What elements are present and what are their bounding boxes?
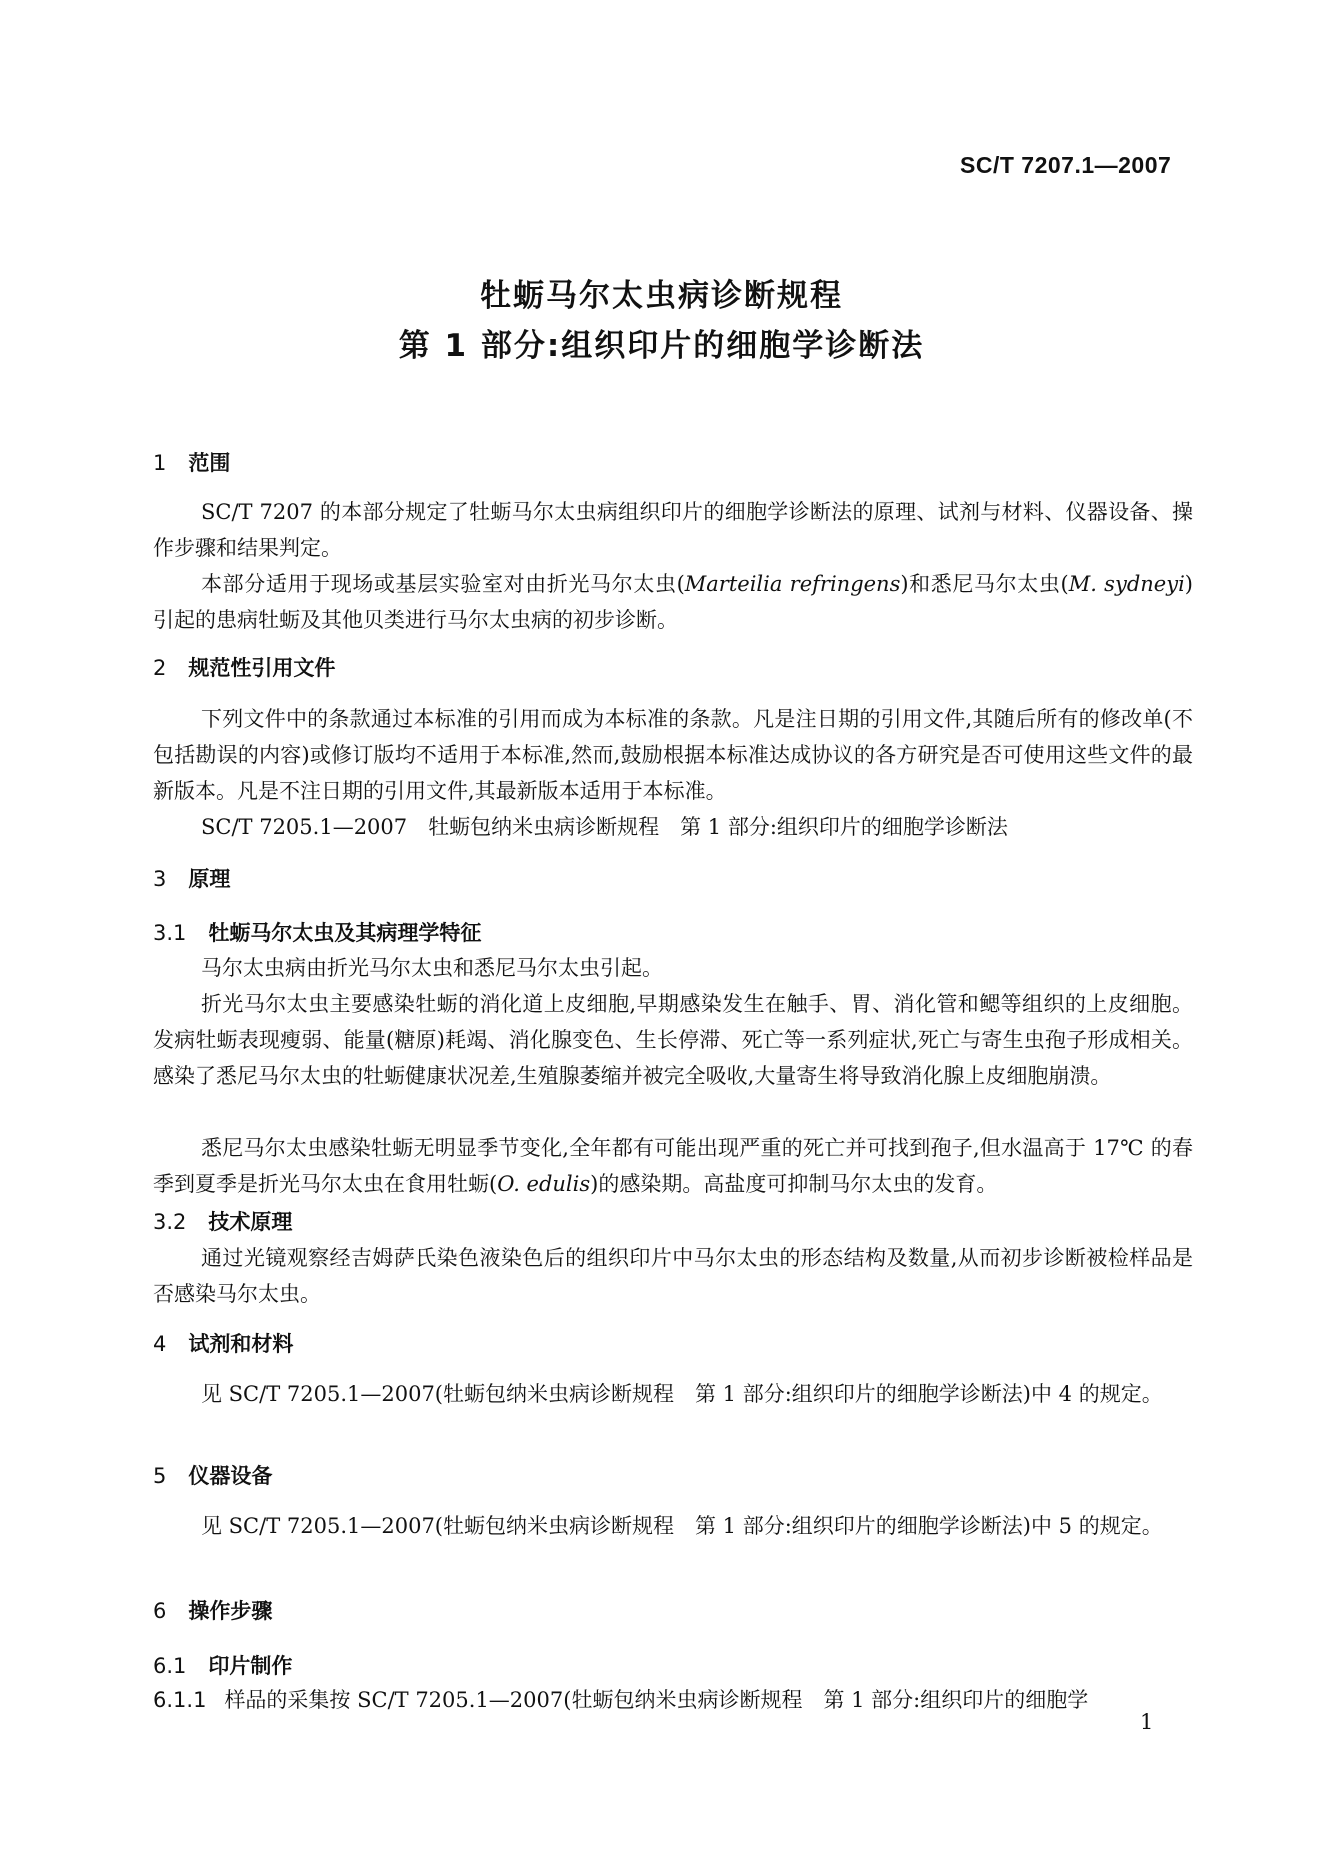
- subsection-3-1-paragraph-3: [153, 1130, 1193, 1202]
- section-title: 试剂和材料: [188, 1332, 294, 1356]
- section-number: 2: [153, 656, 167, 680]
- section-1-paragraph-1: SC/T 7207 的本部分规定了牡蛎马尔太虫病组织印片的细胞学诊断法的原理、试剂与材料、仪器设备、操作步骤和结果判定。: [153, 500, 1193, 560]
- section-title: 牡蛎马尔太虫及其病理学特征: [208, 921, 482, 945]
- section-6-heading: [153, 1595, 272, 1625]
- section-text: 样品的采集按 SC/T 7205.1—2007(牡蛎包纳米虫病诊断规程 第 1 部分:组织印片的细胞学: [224, 1688, 1089, 1712]
- text-run: )和悉尼马尔太虫(: [900, 572, 1069, 596]
- section-title: 范围: [188, 451, 231, 475]
- normative-reference: SC/T 7205.1—2007 牡蛎包纳米虫病诊断规程 第 1 部分:组织印片的细胞学诊断法: [201, 815, 1008, 839]
- section-title: 仪器设备: [188, 1464, 273, 1488]
- species-name: Marteilia refringens: [684, 572, 901, 596]
- section-title: 规范性引用文件: [188, 656, 336, 680]
- page-number: 1: [1140, 1710, 1154, 1734]
- subsection-3-1-paragraph-2: 折光马尔太虫主要感染牡蛎的消化道上皮细胞,早期感染发生在触手、胃、消化管和鳃等组织的上皮细胞。发病牡蛎表现瘦弱、能量(糖原)耗竭、消化腺变色、生长停滞、死亡等一系列症状,死亡与寄生虫孢子形成相关。感染了悉尼马尔太虫的牡蛎健康状况差,生殖腺萎缩并被完全吸收,大量寄生将导致消化腺上皮细胞崩溃。: [153, 992, 1193, 1088]
- section-number: 1: [153, 451, 167, 475]
- section-title: 技术原理: [208, 1210, 293, 1234]
- section-4-heading: [153, 1328, 293, 1358]
- subsection-6-1-1: [153, 1682, 1088, 1718]
- standard-code: SC/T 7207.1—2007: [960, 152, 1172, 178]
- species-name: O. edulis: [497, 1172, 591, 1196]
- section-number: 4: [153, 1332, 167, 1356]
- section-number: 6: [153, 1599, 167, 1623]
- section-2-heading: [153, 652, 335, 682]
- section-title: 原理: [188, 867, 231, 891]
- section-title: 操作步骤: [188, 1599, 273, 1623]
- section-5-heading: [153, 1460, 272, 1490]
- section-1-paragraph-2: [153, 566, 1193, 638]
- section-number: 5: [153, 1464, 167, 1488]
- document-title: 牡蛎马尔太虫病诊断规程: [480, 278, 843, 314]
- text-run: 本部分适用于现场或基层实验室对由折光马尔太虫(: [201, 572, 685, 596]
- species-name: M. sydneyi: [1068, 572, 1185, 596]
- section-number: 6.1: [153, 1654, 187, 1678]
- document-subtitle: 第 1 部分:组织印片的细胞学诊断法: [398, 328, 925, 364]
- section-1-heading: [153, 447, 230, 477]
- subsection-3-1-paragraph-1: 马尔太虫病由折光马尔太虫和悉尼马尔太虫引起。: [201, 956, 663, 980]
- section-number: 3: [153, 867, 167, 891]
- section-number: 3.1: [153, 921, 187, 945]
- text-run: )的感染期。高盐度可抑制马尔太虫的发育。: [590, 1172, 998, 1196]
- subsection-3-1-heading: [153, 917, 481, 947]
- subsection-6-1-heading: [153, 1650, 292, 1680]
- section-2-paragraph-1: 下列文件中的条款通过本标准的引用而成为本标准的条款。凡是注日期的引用文件,其随后所有的修改单(不包括勘误的内容)或修订版均不适用于本标准,然而,鼓励根据本标准达成协议的各方研究是否可使用这些文件的最新版本。凡是不注日期的引用文件,其最新版本适用于本标准。: [153, 707, 1193, 803]
- subsection-3-2-paragraph-1: 通过光镜观察经吉姆萨氏染色液染色后的组织印片中马尔太虫的形态结构及数量,从而初步诊断被检样品是否感染马尔太虫。: [153, 1246, 1193, 1306]
- section-number: 6.1.1: [153, 1688, 207, 1712]
- section-5-paragraph-1: 见 SC/T 7205.1—2007(牡蛎包纳米虫病诊断规程 第 1 部分:组织印片的细胞学诊断法)中 5 的规定。: [201, 1514, 1163, 1538]
- subsection-3-2-heading: [153, 1206, 292, 1236]
- text-run: )引起的患病牡蛎及其他贝类进行马尔太虫病的初步诊断。: [153, 572, 1193, 632]
- section-4-paragraph-1: 见 SC/T 7205.1—2007(牡蛎包纳米虫病诊断规程 第 1 部分:组织印片的细胞学诊断法)中 4 的规定。: [201, 1382, 1163, 1406]
- section-title: 印片制作: [208, 1654, 293, 1678]
- section-number: 3.2: [153, 1210, 187, 1234]
- text-run: 悉尼马尔太虫感染牡蛎无明显季节变化,全年都有可能出现严重的死亡并可找到孢子,但水温高于 17℃ 的春季到夏季是折光马尔太虫在食用牡蛎(: [153, 1136, 1193, 1196]
- section-3-heading: [153, 863, 230, 893]
